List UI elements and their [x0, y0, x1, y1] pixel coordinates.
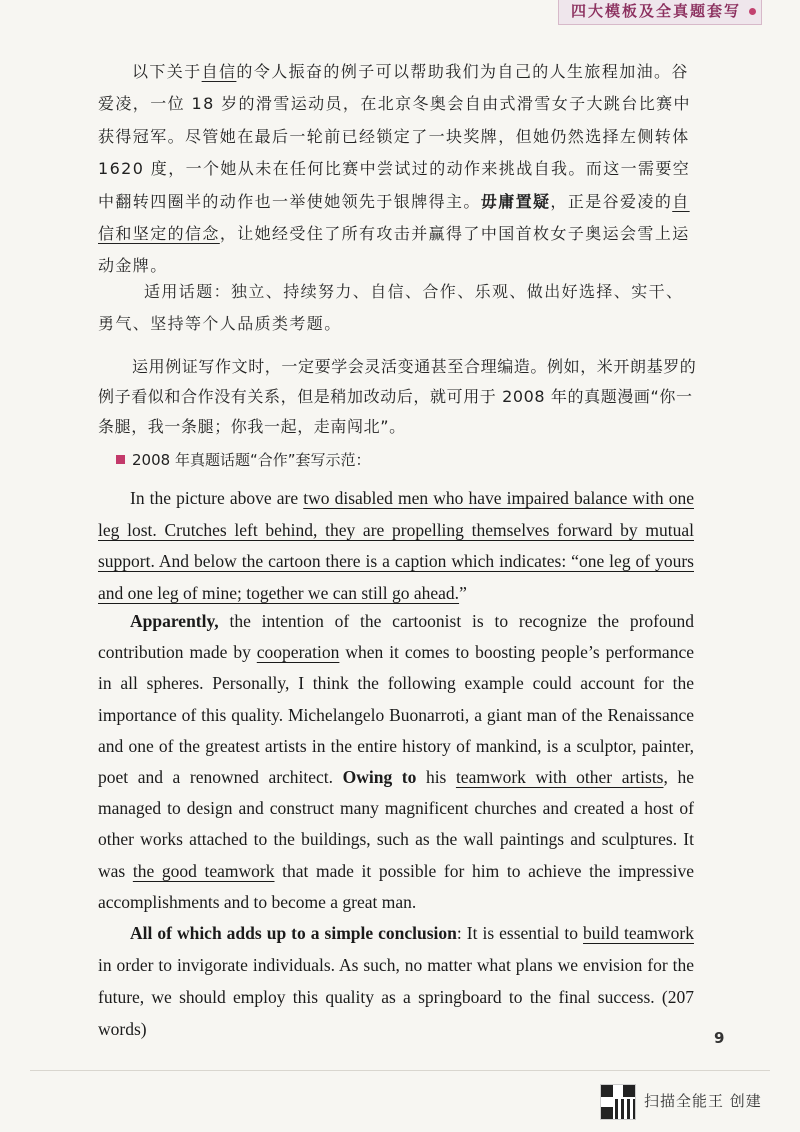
qr-code-icon: [600, 1084, 636, 1120]
essay-text: ”: [459, 582, 467, 603]
section-title-text: 2008 年真题话题“合作”套写示范：: [132, 451, 371, 469]
section-title: [116, 449, 371, 470]
chinese-text: ，让她经受住了所有攻击并赢得了中国首枚女子奥运会雪上运动金牌。: [98, 224, 690, 276]
essay-text: : It is essential to: [456, 923, 584, 943]
header-dot-icon: [749, 8, 756, 15]
underlined-phrase: cooperation: [256, 642, 340, 663]
chinese-text: ，正是谷爱凌的: [550, 191, 673, 211]
chinese-text: 以下关于: [132, 62, 202, 81]
header-banner: [558, 0, 762, 25]
underlined-phrase: the good teamwork: [132, 860, 275, 881]
bold-phrase: Apparently,: [130, 611, 219, 631]
page-number: 9: [714, 1029, 725, 1047]
essay-text: that made it possible for him to achieve the impressive accomplishments and to become a great man.: [98, 860, 694, 912]
underlined-phrase: teamwork with other artists: [455, 767, 664, 788]
square-bullet-icon: [116, 455, 125, 464]
essay-text: , he managed to design and construct many magnificent churches and created a host of other works attached to the buildings, such as the wall paintings and sculptures. It was: [98, 767, 694, 881]
essay-text: the intention of the cartoonist is to recognize the profound contribution made by: [98, 611, 694, 663]
underlined-phrase: build teamwork: [583, 923, 694, 943]
chinese-example-paragraph: [98, 56, 698, 283]
underlined-phrase: 自信: [201, 62, 237, 81]
chinese-text: 的令人振奋的例子可以帮助我们为自己的人生旅程加油。谷爱凌，一位 18 岁的滑雪运动员，在北京冬奥会自由式滑雪女子大跳台比赛中获得冠军。尽管她在最后一轮前已经锁定了一块奖牌，但她仍然选择左侧转体 1620 度，一个她从未在任何比赛中尝试过的动作来挑战自我。而这一需要空中翻转四圈半的动作也一举使她领先于银牌得主。: [98, 62, 691, 211]
bottom-divider: [30, 1070, 770, 1071]
essay-text: his: [416, 767, 456, 788]
essay-paragraph-3: [98, 917, 694, 1045]
scanner-watermark: [600, 1084, 790, 1118]
underlined-phrase: two disabled men who have impaired balance with one leg lost. Crutches left behind, they are propelling themselves forward by mutual support. And below the cartoon there is a caption which indicates: “one leg of yours and one leg of mine; together we can still go ahead.: [98, 488, 694, 603]
applicable-topics: 适用话题：独立、持续努力、自信、合作、乐观、做出好选择、实干、勇气、坚持等个人品质类考题。: [98, 282, 684, 333]
essay-paragraph-1: [98, 483, 694, 609]
bold-phrase: 毋庸置疑: [480, 191, 551, 211]
essay-text: In the picture above are: [130, 488, 304, 508]
chinese-body-paragraph: 运用例证写作文时，一定要学会灵活变通甚至合理编造。例如，米开朗基罗的例子看似和合作没有关系，但是稍加改动后，就可用于 2008 年的真题漫画“你一条腿，我一条腿；你我一起，走南闯北”。: [98, 357, 697, 436]
watermark-text: 扫描全能王 创建: [644, 1092, 762, 1110]
essay-text: when it comes to boosting people’s performance in all spheres. Personally, I think the following example could account for the importance of this quality. Michelangelo Buonarroti, a giant man of the Renaissance and one of the greatest artists in the entire history of mankind, is a sculptor, painter, poet and a renowned architect.: [98, 642, 694, 788]
essay-text: in order to invigorate individuals. As such, no matter what plans we envision for the future, we should employ this quality as a springboard to the final success. (207 words): [98, 955, 694, 1039]
header-banner-title: 四大模板及全真题套写: [570, 2, 741, 20]
bold-phrase: All of which adds up to a simple conclusion: [130, 923, 457, 943]
essay-paragraph-2: [98, 606, 694, 918]
underlined-phrase: 自信和坚定的信念: [98, 191, 690, 244]
bold-phrase: Owing to: [342, 767, 417, 788]
